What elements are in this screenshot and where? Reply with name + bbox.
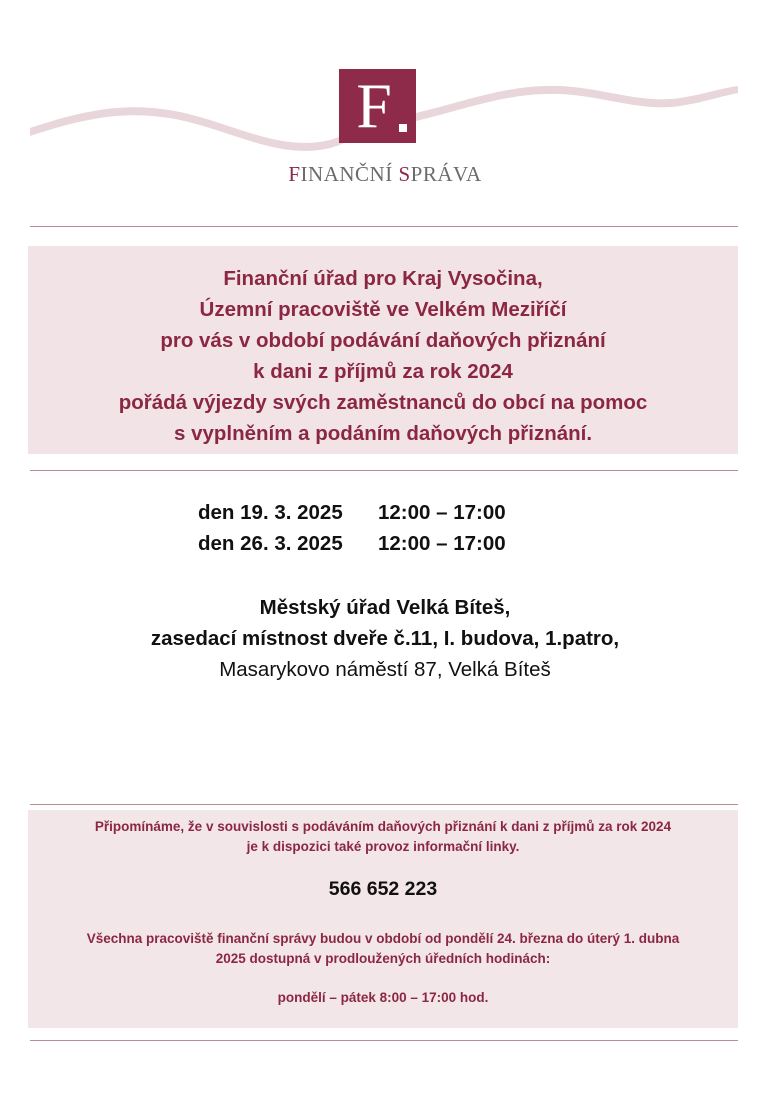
- logo-letter: F: [356, 70, 392, 141]
- hours-text-line2: 2025 dostupná v prodloužených úředních hodinách:: [215, 951, 551, 966]
- phone-number: 566 652 223: [328, 878, 438, 900]
- reminder-text-line2: je k dispozici také provoz informační linky.: [246, 839, 520, 854]
- date-time: 12:00 – 17:00: [378, 501, 506, 524]
- date-row: [198, 501, 506, 525]
- intro-line: s vyplněním a podáním daňových přiznání.: [173, 422, 593, 445]
- brand-name: [0, 162, 770, 187]
- reminder-text-line1: Připomínáme, že v souvislosti s podáváním daňových přiznání k dani z příjmů za rok 2024: [94, 819, 672, 834]
- divider-top: [30, 226, 738, 227]
- financni-sprava-logo: [339, 69, 416, 143]
- intro-text: [28, 263, 738, 449]
- intro-line: Územní pracoviště ve Velkém Meziříčí: [199, 298, 567, 321]
- info-box: [28, 810, 738, 1028]
- venue-address: Masarykovo náměstí 87, Velká Bíteš: [219, 658, 551, 681]
- date-day: den 19. 3. 2025: [198, 501, 343, 524]
- divider-middle: [30, 470, 738, 471]
- venue-name: Městský úřad Velká Bíteš,: [259, 596, 511, 619]
- intro-line: pořádá výjezdy svých zaměstnanců do obcí na pomoc: [118, 391, 648, 414]
- date-time: 12:00 – 17:00: [378, 532, 506, 555]
- brand-word-financni: INANČNÍ: [300, 162, 399, 186]
- intro-box: [28, 246, 738, 454]
- brand-word-sprava: PRÁVA: [410, 162, 482, 186]
- intro-line: Finanční úřad pro Kraj Vysočina,: [223, 267, 543, 290]
- intro-line: k dani z příjmů za rok 2024: [253, 360, 513, 383]
- divider-lower: [30, 804, 738, 805]
- divider-bottom: [30, 1040, 738, 1041]
- hours-text-line1: Všechna pracoviště finanční správy budou v období od pondělí 24. března do úterý 1. dubna: [86, 931, 680, 946]
- logo-dot: [399, 124, 407, 132]
- office-hours: pondělí – pátek 8:00 – 17:00 hod.: [277, 990, 489, 1005]
- date-day: den 26. 3. 2025: [198, 532, 343, 555]
- brand-initial-s: S: [398, 162, 411, 186]
- brand-initial-f: F: [288, 162, 301, 186]
- date-row: [198, 532, 506, 556]
- venue-room: zasedací místnost dveře č.11, I. budova, 1.patro,: [150, 627, 620, 650]
- intro-line: pro vás v období podávání daňových přiznání: [160, 329, 606, 352]
